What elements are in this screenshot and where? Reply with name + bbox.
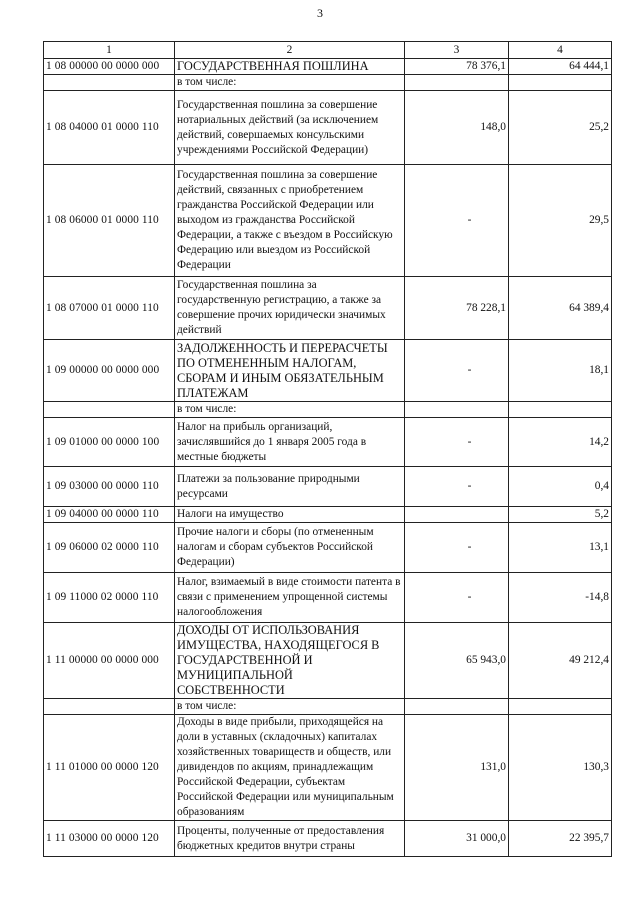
value-col-3: 31 000,0: [405, 821, 509, 857]
table-row: [44, 418, 612, 467]
value-col-4: 14,2: [509, 418, 612, 467]
value-col-3: 78 228,1: [405, 277, 509, 340]
revenue-name: Платежи за пользование природными ресурсами: [175, 467, 405, 507]
revenue-name: Доходы в виде прибыли, приходящейся на доли в уставных (складочных) капиталах хозяйственных товариществ и обществ, или дивидендов по акциям, принадлежащим Российской Федерации, субъектам Российской Федерации или муниципальным образованиям: [175, 715, 405, 821]
revenue-name: ЗАДОЛЖЕННОСТЬ И ПЕРЕРАСЧЕТЫ ПО ОТМЕНЕННЫМ НАЛОГАМ, СБОРАМ И ИНЫМ ОБЯЗАТЕЛЬНЫМ ПЛАТЕЖАМ: [175, 340, 405, 402]
header-col-2: 2: [175, 42, 405, 59]
budget-code: 1 09 01000 00 0000 100: [44, 418, 175, 467]
budget-code: 1 08 04000 01 0000 110: [44, 91, 175, 165]
budget-code: 1 08 06000 01 0000 110: [44, 165, 175, 277]
value-col-4: 13,1: [509, 523, 612, 573]
value-col-3: -: [405, 467, 509, 507]
revenue-name: Налог на прибыль организаций, зачислявшийся до 1 января 2005 года в местные бюджеты: [175, 418, 405, 467]
value-col-4: 18,1: [509, 340, 612, 402]
revenue-name: ДОХОДЫ ОТ ИСПОЛЬЗОВАНИЯ ИМУЩЕСТВА, НАХОДЯЩЕГОСЯ В ГОСУДАРСТВЕННОЙ И МУНИЦИПАЛЬНОЙ СОБСТВЕННОСТИ: [175, 623, 405, 699]
table-row: [44, 573, 612, 623]
value-col-4: 64 444,1: [509, 59, 612, 75]
empty-cell: [44, 402, 175, 418]
table-header-row: [44, 42, 612, 59]
subheading-label: в том числе:: [175, 75, 405, 91]
value-col-4: 25,2: [509, 91, 612, 165]
budget-code: 1 09 04000 00 0000 110: [44, 507, 175, 523]
table-row: [44, 91, 612, 165]
table-row: [44, 507, 612, 523]
table-row: [44, 699, 612, 715]
budget-code: 1 09 11000 02 0000 110: [44, 573, 175, 623]
value-col-3: 78 376,1: [405, 59, 509, 75]
revenue-name: Налоги на имущество: [175, 507, 405, 523]
table-row: [44, 340, 612, 402]
page-number: 3: [317, 6, 323, 20]
value-col-4: 22 395,7: [509, 821, 612, 857]
empty-cell: [44, 699, 175, 715]
value-col-3: -: [405, 573, 509, 623]
value-col-3: -: [405, 340, 509, 402]
header-col-1: 1: [44, 42, 175, 59]
header-col-4: 4: [509, 42, 612, 59]
empty-cell: [405, 699, 509, 715]
value-col-3: 65 943,0: [405, 623, 509, 699]
value-col-3: 131,0: [405, 715, 509, 821]
revenue-name: Налог, взимаемый в виде стоимости патента в связи с применением упрощенной системы налогообложения: [175, 573, 405, 623]
budget-code: 1 11 01000 00 0000 120: [44, 715, 175, 821]
value-col-3: [405, 507, 509, 523]
revenue-name: Прочие налоги и сборы (по отмененным налогам и сборам субъектов Российской Федерации): [175, 523, 405, 573]
empty-cell: [509, 402, 612, 418]
empty-cell: [509, 75, 612, 91]
table-row: [44, 277, 612, 340]
table-row: [44, 75, 612, 91]
table-row: [44, 715, 612, 821]
budget-code: 1 11 03000 00 0000 120: [44, 821, 175, 857]
value-col-4: 5,2: [509, 507, 612, 523]
table-row: [44, 623, 612, 699]
value-col-4: -14,8: [509, 573, 612, 623]
value-col-3: -: [405, 418, 509, 467]
budget-code: 1 08 07000 01 0000 110: [44, 277, 175, 340]
budget-code: 1 09 00000 00 0000 000: [44, 340, 175, 402]
subheading-label: в том числе:: [175, 699, 405, 715]
revenue-name: Государственная пошлина за совершение действий, связанных с приобретением гражданства Российской Федерации или выходом из гражданства Российской Федерации, а также с въездом в Российскую Федерацию или выездом из Российской Федерации: [175, 165, 405, 277]
value-col-3: -: [405, 165, 509, 277]
empty-cell: [405, 402, 509, 418]
table-row: [44, 165, 612, 277]
value-col-4: 0,4: [509, 467, 612, 507]
value-col-3: -: [405, 523, 509, 573]
budget-revenue-table: [43, 41, 612, 857]
budget-code: 1 09 03000 00 0000 110: [44, 467, 175, 507]
value-col-3: 148,0: [405, 91, 509, 165]
header-col-3: 3: [405, 42, 509, 59]
revenue-name: Проценты, полученные от предоставления бюджетных кредитов внутри страны: [175, 821, 405, 857]
table-row: [44, 467, 612, 507]
value-col-4: 64 389,4: [509, 277, 612, 340]
revenue-name: Государственная пошлина за совершение нотариальных действий (за исключением действий, совершаемых консульскими учреждениями Российской Федерации): [175, 91, 405, 165]
budget-code: 1 11 00000 00 0000 000: [44, 623, 175, 699]
table-row: [44, 59, 612, 75]
empty-cell: [509, 699, 612, 715]
budget-code: 1 08 00000 00 0000 000: [44, 59, 175, 75]
table-row: [44, 523, 612, 573]
table-row: [44, 402, 612, 418]
empty-cell: [44, 75, 175, 91]
value-col-4: 130,3: [509, 715, 612, 821]
revenue-name: ГОСУДАРСТВЕННАЯ ПОШЛИНА: [175, 59, 405, 75]
table-row: [44, 821, 612, 857]
subheading-label: в том числе:: [175, 402, 405, 418]
revenue-name: Государственная пошлина за государственную регистрацию, а также за совершение прочих юридически значимых действий: [175, 277, 405, 340]
value-col-4: 29,5: [509, 165, 612, 277]
empty-cell: [405, 75, 509, 91]
value-col-4: 49 212,4: [509, 623, 612, 699]
budget-code: 1 09 06000 02 0000 110: [44, 523, 175, 573]
